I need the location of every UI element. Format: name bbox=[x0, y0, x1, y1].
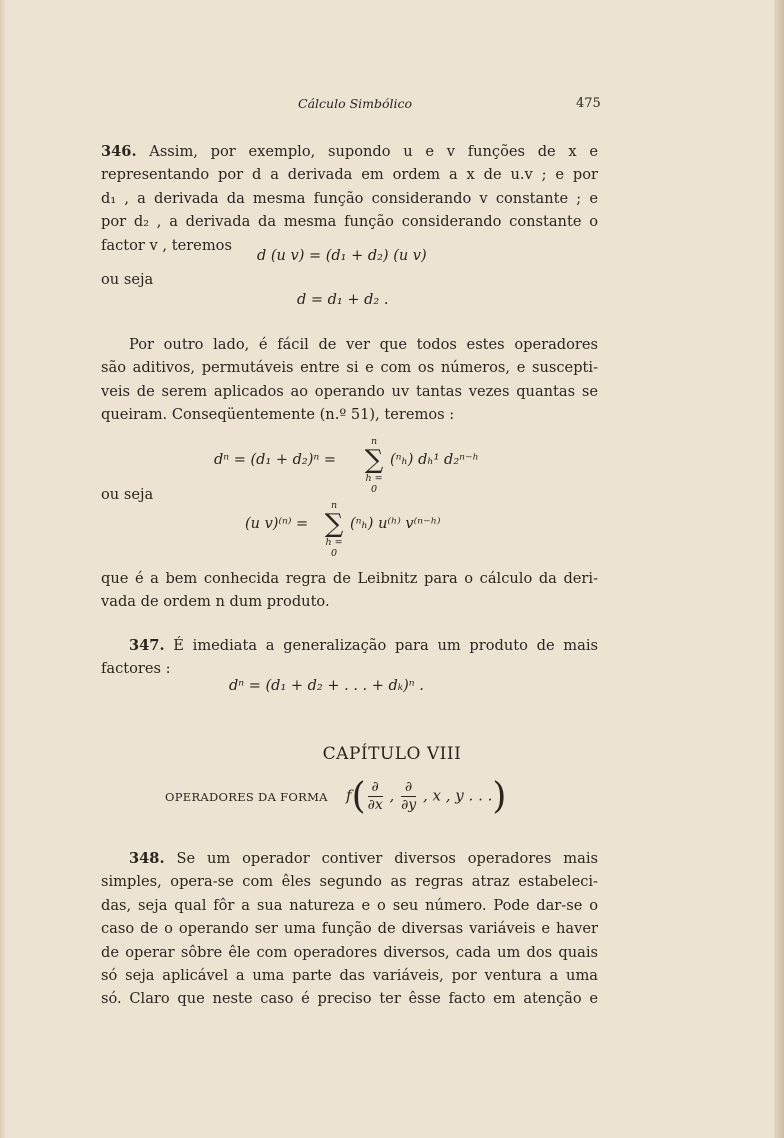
formula-product-derivative: d (u v) = (d₁ + d₂) (u v) bbox=[257, 248, 427, 264]
text-line: só seja aplicável a uma parte das variáveis, por ventura a uma bbox=[101, 966, 598, 984]
running-title: Cálculo Simbólico bbox=[298, 96, 413, 111]
summation-sign: n ∑ h = 0 bbox=[364, 436, 384, 495]
formula-generalization: dⁿ = (d₁ + d₂ + . . . + dₖ)ⁿ . bbox=[229, 678, 424, 694]
section-title-formula: f( $\frac{\partial}{\partial x}$ , $\frac{\partial}{\partial y}$ , x , y . . .) bbox=[346, 776, 507, 817]
section-number: 348. bbox=[129, 850, 165, 867]
text-line: caso de o operando ser uma função de diversas variáveis e haver bbox=[101, 920, 598, 938]
formula-leibnitz-rhs: (ⁿₕ) u⁽ʰ⁾ v⁽ⁿ⁻ʰ⁾ bbox=[350, 516, 441, 532]
page-edge-left bbox=[0, 0, 6, 1138]
formula-binomial-operator-lhs: dⁿ = (d₁ + d₂)ⁿ = bbox=[214, 452, 337, 468]
section-348-paragraph bbox=[101, 847, 598, 1011]
page-number: 475 bbox=[576, 96, 601, 111]
text-line: factor v , teremos bbox=[101, 236, 232, 254]
page-edge-right bbox=[774, 0, 784, 1138]
text-line: são aditivos, permutáveis entre si e com os números, e suscepti- bbox=[101, 359, 598, 377]
text-line: só. Claro que neste caso é preciso ter êsse facto em atenção e bbox=[101, 990, 598, 1008]
text-line: Por outro lado, é fácil de ver que todos estes operadores bbox=[129, 336, 598, 353]
section-number: 346. bbox=[101, 143, 137, 160]
section-347-paragraph bbox=[101, 634, 598, 681]
text-line: 348. Se um operador contiver diversos operadores mais bbox=[129, 850, 599, 867]
text-line: das, seja qual fôr a sua natureza e o seu número. Pode dar-se o bbox=[101, 896, 598, 914]
text-line: factores : bbox=[101, 660, 171, 678]
section-346-paragraph-3 bbox=[101, 567, 598, 614]
text-line: de operar sôbre êle com operadores diversos, cada um dos quais bbox=[101, 943, 598, 961]
text-line: 346. Assim, por exemplo, supondo u e v funções de x e bbox=[101, 143, 599, 160]
section-346-paragraph bbox=[101, 140, 598, 257]
text-line: queiram. Conseqüentemente (n.º 51), teremos : bbox=[101, 406, 455, 424]
text-line: vada de ordem n dum produto. bbox=[101, 593, 330, 611]
summation-sign: n ∑ h = 0 bbox=[324, 500, 344, 559]
ou-seja-label: ou seja bbox=[101, 486, 154, 503]
text-line: que é a bem conhecida regra de Leibnitz para o cálculo da deri- bbox=[101, 570, 598, 587]
chapter-title: CAPÍTULO VIII bbox=[322, 744, 462, 764]
text-line: representando por d a derivada em ordem a x de u.v ; e por bbox=[101, 166, 598, 184]
section-346-paragraph-2 bbox=[101, 333, 598, 427]
formula-binomial-operator-rhs: (ⁿₕ) dₕ¹ d₂ⁿ⁻ʰ bbox=[390, 452, 479, 468]
text-line: d₁ , a derivada da mesma função considerando v constante ; e bbox=[101, 189, 598, 207]
text-line: 347. É imediata a generalização para um produto de mais bbox=[129, 637, 599, 654]
text-line: por d₂ , a derivada da mesma função considerando constante o bbox=[101, 213, 598, 231]
formula-leibnitz-lhs: (u v)⁽ⁿ⁾ = bbox=[245, 516, 309, 532]
ou-seja-label: ou seja bbox=[101, 271, 154, 288]
formula-operator-sum: d = d₁ + d₂ . bbox=[297, 292, 389, 308]
text-line: simples, opera-se com êles segundo as regras atraz estabeleci- bbox=[101, 873, 598, 891]
page-header bbox=[0, 96, 784, 116]
section-title: OPERADORES DA FORMA bbox=[165, 790, 328, 804]
section-number: 347. bbox=[129, 637, 165, 654]
text-line: veis de serem aplicados ao operando uv tantas vezes quantas se bbox=[101, 382, 598, 400]
